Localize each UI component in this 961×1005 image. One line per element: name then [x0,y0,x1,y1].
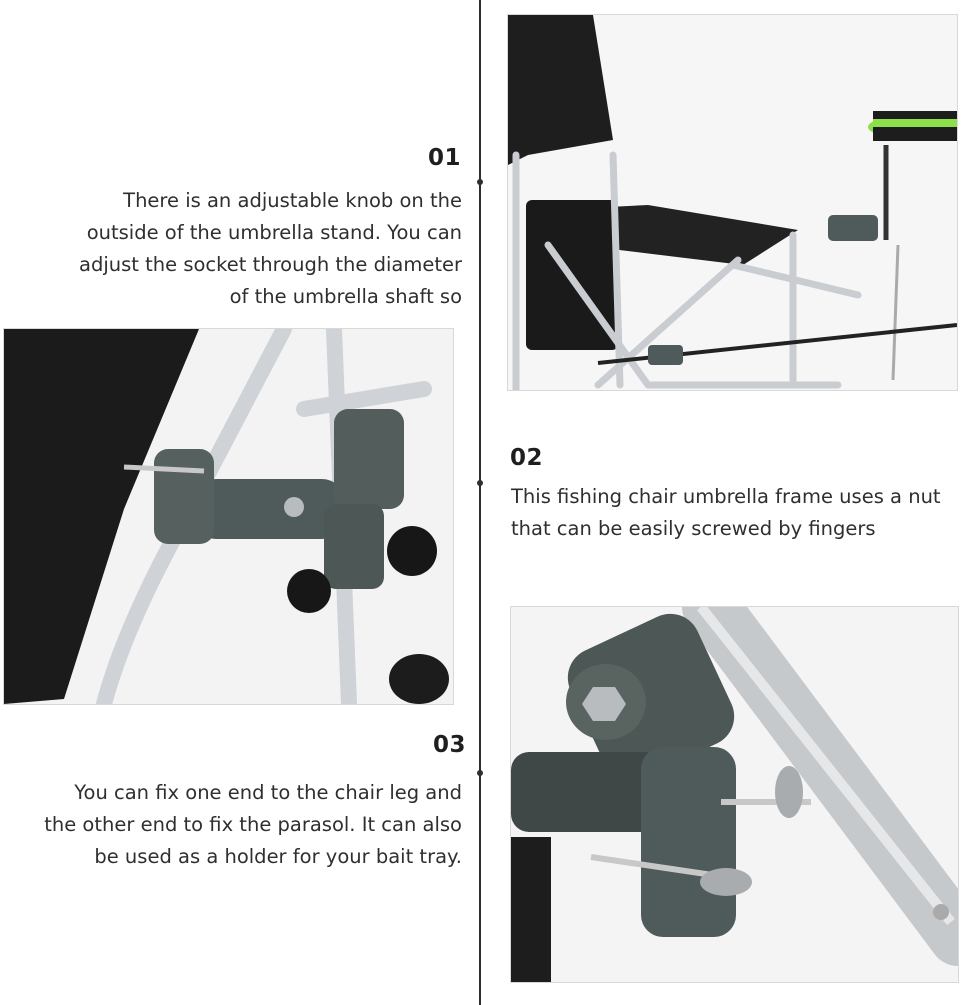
section-description-03: You can fix one end to the chair leg and the other end to fix the parasol. It can also be used as a holder for your bait tray. [44,781,462,868]
section-description-01: There is an adjustable knob on the outside of the umbrella stand. You can adjust the socket through the diameter of the umbrella shaft so [79,189,462,308]
timeline-dot-03 [477,770,483,776]
knob-closeup-photo [3,328,454,705]
chair-overview-photo [507,14,958,391]
section-number-01: 01 [427,145,461,171]
timeline-dot-01 [477,179,483,185]
timeline-dot-02 [477,480,483,486]
wingnut-closeup-photo [510,606,959,983]
section-description-02: This fishing chair umbrella frame uses a nut that can be easily screwed by fingers [511,485,941,540]
section-number-02: 02 [510,445,544,471]
timeline-line [479,0,481,1005]
section-number-03: 03 [432,732,466,758]
